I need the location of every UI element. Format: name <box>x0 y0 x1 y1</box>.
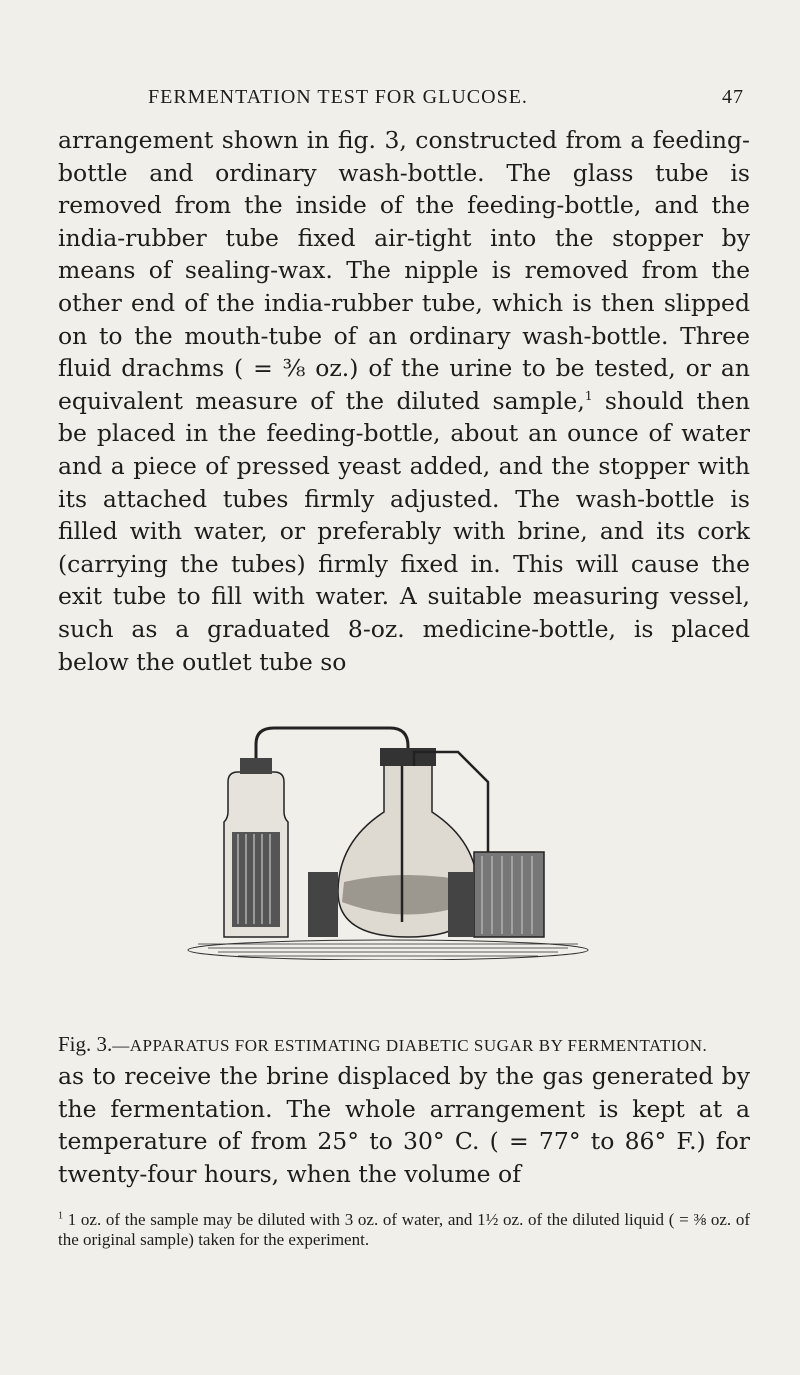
footnote-marker: 1 <box>58 1210 63 1222</box>
fermentation-apparatus-illustration <box>158 722 618 960</box>
footnote-reference: 1 <box>584 388 593 403</box>
body-paragraph-1 <box>58 124 750 678</box>
paragraph-1-text-a: arrangement shown in fig. 3, constructed from a feeding-bottle and ordinary wash-bottle. The glass tube is removed from the inside of the feeding-bottle, and the india-rubber tube fixed air-tight into the stopper by means of sealing-wax. The nipple is removed from the other end of the india-rubber tube, which is then slipped on to the mouth-tube of an ordinary wash-bottle. Three fluid drachms ( = ⅜ oz.) of the urine to be tested, or an equivalent measure of the diluted sample, <box>58 126 750 415</box>
paragraph-1-text-b: should then be placed in the feeding-bottle, about an ounce of water and a piece of pressed yeast added, and the stopper with its attached tubes firmly adjusted. The wash-bottle is filled with water, or preferably with brine, and its cork (carrying the tubes) firmly fixed in. This will cause the exit tube to fill with water. A suitable measuring vessel, such as a graduated 8-oz. medicine-bottle, is placed below the outlet tube so <box>58 386 750 676</box>
footnote <box>58 1210 750 1250</box>
feeding-bottle <box>224 758 288 937</box>
running-title: FERMENTATION TEST FOR GLUCOSE. <box>148 86 528 108</box>
figure-caption <box>58 1032 758 1057</box>
figure-label: Fig. 3. <box>58 1032 113 1056</box>
measuring-vessel <box>474 852 544 937</box>
figure-caption-text: —APPARATUS FOR ESTIMATING DIABETIC SUGAR BY FERMENTATION. <box>112 1036 708 1055</box>
footnote-text: 1 oz. of the sample may be diluted with 3 oz. of water, and 1½ oz. of the diluted liquid ( = ⅜ oz. of the original sample) taken for the experiment. <box>58 1210 750 1249</box>
body-paragraph-2: as to receive the brine displaced by the gas generated by the fermentation. The whole arrangement is kept at a temperature of from 25° to 30° C. ( = 77° to 86° F.) for twenty-four hours, when the volume of <box>58 1062 750 1188</box>
page-number: 47 <box>722 86 744 108</box>
